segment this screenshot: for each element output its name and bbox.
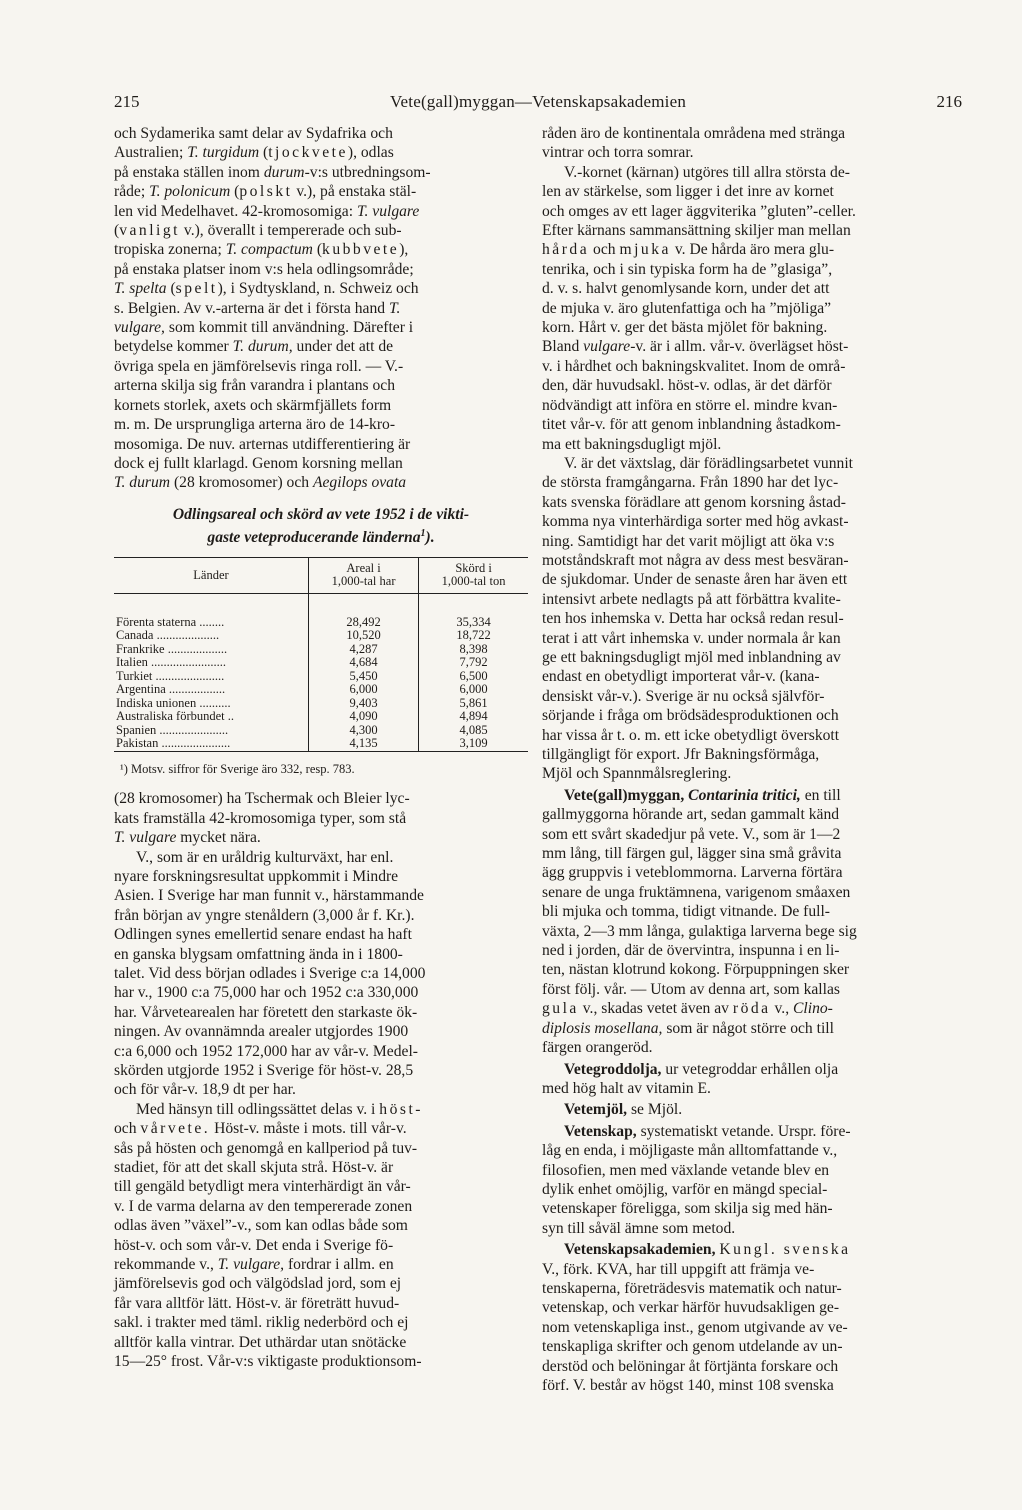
table-row (114, 697, 528, 711)
table-row (114, 724, 528, 738)
area-cell: 10,520 (309, 629, 419, 643)
harvest-cell: 7,792 (419, 656, 528, 670)
harvest-cell: 6,000 (419, 683, 528, 697)
area-cell: 4,287 (309, 643, 419, 657)
area-cell: 5,450 (309, 670, 419, 684)
harvest-cell: 6,500 (419, 670, 528, 684)
area-cell: 6,000 (309, 683, 419, 697)
harvest-cell: 4,085 (419, 724, 528, 738)
right-column (542, 124, 962, 1395)
entry-headword: Vete(gall)myggan, (564, 786, 685, 804)
table-row (114, 629, 528, 643)
entry-headword: Vetemjöl, (564, 1101, 628, 1119)
country-cell: Frankrike ................... (116, 642, 228, 656)
entry-vetenskapsakademien: Vetenskapsakademien, Kungl. svenska V., förk. KVA, har till uppgift att främja ve- tenskaperna, företrädesvis matematik och natur- vetenskap, och verkar härför huvudsakligen ge- nom vetenskapliga inst., genom utgivande av ve- tenskapliga skrifter och genom utdelande av un- derstöd och belöningar åt förtjänta forskare och förf. V. består av högst 140, minst 108 svenska (542, 1241, 851, 1394)
entry-headword: Vetenskap, (564, 1122, 637, 1140)
harvest-cell: 18,722 (419, 629, 528, 643)
table-row (114, 670, 528, 684)
table-row (114, 710, 528, 724)
left-column (114, 124, 528, 1372)
entry-vetenskap: Vetenskap, systematiskt vetande. Urspr. före- låg en enda, i möjligaste mån alltomfattande v., filosofien, men med växlande vetande blev en dylik enhet omöjlig, varför en mängd special- vetenskaper föreligga, som skilja sig med hän- syn till såväl ämne som metod. (542, 1122, 851, 1237)
country-cell: Pakistan ...................... (116, 737, 231, 751)
paragraph-kernel: V.-kornet (kärnan) utgöres till allra största de- len av stärkelse, som ligger i det inre av kornet och omges av ett lager äggviterika ”gluten”-celler. Efter kärnans sammansättning skiljer man mellan hårda och mjuka v. De hårda äro mera glu- tenrika, och i sin typiska form ha de ”glasiga”, d. v. s. halvt genomlysande korn, under det att de mjuka v. äro glutenfattiga och ha ”mjöliga” korn. Hårt v. ger det bästa mjölet för bakning. Bland vulgare-v. är i allm. vår-v. överlägset höst- v. i hårdhet och bakningskvalitet. Inom de områ- den, där huvudsakl. höst-v. odlas, är det därför nödvändigt att införa en större el. mindre kvan- titet vår-v. för att genom inblandning åstadkom- ma ett bakningsdugligt mjöl. (542, 163, 856, 453)
paragraph-history: V., som är en uråldrig kulturväxt, har enl. nyare forskningsresultat uppkommit i Mindre Asien. I Sverige har man funnit v., härstammande från början av yngre stenåldern (3,000 år f. Kr.). Odlingen synes emellertid senare endast ha haft en ganska blygsam omfattning ända in i 1800- talet. Vid dess början odlades i Sverige c:a 14,000 har v., 1900 c:a 75,000 har och 1952 c:a 330,000 har. Vårvetearealen har företett den starkaste ök- ningen. Av ovannämnda arealer utgjordes 1900 c:a 6,000 och 1952 172,000 har av vår-v. Medel- skörden utgjorde 1952 i Sverige för höst-v. 28,5 och för vår-v. 18,9 dt per har. (114, 848, 426, 1099)
harvest-cell: 8,398 (419, 643, 528, 657)
table-row (114, 616, 528, 630)
table-row (114, 683, 528, 697)
harvest-cell: 4,894 (419, 710, 528, 724)
paragraph-cultivation: Med hänsyn till odlingssättet delas v. i höst- och vårvete. Höst-v. måste i mots. till vår-v. sås på hösten och genomgå en kallperiod på tuv- stadiet, för att det skall skjuta strå. Höst-v. är till gengäld betydligt mera vinterhärdigt än vår- v. I de varma delarna av den tempererade zonen odlas även ”växel”-v., som kan odlas både som höst-v. och som vår-v. Det enda i Sverige fö- rekommande v., T. vulgare, fordrar i allm. en jämförelsevis god och välgödslad jord, som ej får vara alltför lätt. Höst-v. är företrätt huvud- sakl. i trakter med täml. riklig nederbörd och ej alltför kalla vintrar. Det uthärdar utan snötäcke 15—25° frost. Vår-v:s viktigaste produktionsom- (114, 1100, 423, 1371)
area-cell: 4,090 (309, 710, 419, 724)
entry-vetemjol: Vetemjöl, se Mjöl. (564, 1101, 683, 1119)
column-header-countries: Länder (114, 557, 309, 593)
wheat-production-table (114, 557, 528, 752)
country-cell: Spanien ...................... (116, 723, 229, 737)
entry-vetegroddolja: Vetegroddolja, ur vetegroddar erhållen olja med hög halt av vitamin E. (542, 1060, 839, 1097)
area-cell: 28,492 (309, 616, 419, 630)
harvest-cell: 3,109 (419, 737, 528, 751)
country-cell: Australiska förbundet .. (116, 710, 235, 724)
table-row (114, 656, 528, 670)
entry-vetegallmyggan: Vete(gall)myggan, Contarinia tritici, en till gallmyggorna hörande art, sedan gammalt känd som ett svårt skadedjur på vete. V., som är 1—2 mm lång, till färgen gul, lägger sina små gråvita ägg gruppvis i veteblommorna. Larverna förtära senare de unga fruktämnena, varigenom småaxen bli mjuka och tomma, tidigt vitnande. De full- växta, 2—3 mm långa, gulaktiga larverna bege sig ned i jorden, där de övervintra, inspunna i en li- ten, nästan klotrund kokong. Förpuppningen sker först följ. vår. — Utom av denna art, som kallas gula v., skadas vetet även av röda v., Clino- diplosis mosellana, som är något större och till färgen orangeröd. (542, 786, 857, 1057)
column-header-area: Areal i 1,000-tal har (309, 557, 419, 593)
column-header-harvest: Skörd i 1,000-tal ton (419, 557, 528, 593)
table-footnote: ¹) Motsv. siffror för Sverige äro 332, resp. 783. (120, 761, 355, 776)
paragraph-tschermak: (28 kromosomer) ha Tschermak och Bleier lyc- kats framställa 42-kromosomiga typer, som stå T. vulgare mycket nära. (114, 790, 410, 847)
country-cell: Turkiet ...................... (116, 669, 225, 683)
table-row (114, 643, 528, 657)
paragraph-wheat-species: och Sydamerika samt delar av Sydafrika och Australien; T. turgidum (tjockvete), odlas på enstaka ställen inom durum-v:s utbredningsom- råde; T. polonicum (polskt v.), på enstaka stäl- len vid Medelhavet. 42-kromosomiga: T. vulgare (vanligt v.), överallt i tempererade och sub- tropiska zonerna; T. compactum (kubbvete), på enstaka platser inom v:s hela odlingsområde; T. spelta (spelt), i Sydtyskland, n. Schweiz och s. Belgien. Av v.-arterna är det i första hand T. vulgare, som kommit till användning. Därefter i betydelse kommer T. durum, under det att de övriga spela en jämförelsevis ringa roll. — V.- arterna skilja sig från varandra i plantans och kornets storlek, axets och skärmfjällets form m. m. De ursprungliga arterna äro de 14-kro- mosomiga. De nuv. arternas utdifferentiering är dock ej fullt klarlagd. Genom korsning mellan T. durum (28 kromosomer) och Aegilops ovata (114, 125, 431, 492)
paragraph-breeding: V. är det växtslag, där förädlingsarbetet vunnit de största framgångarna. Från 1890 har det lyc- kats svenska förädlare att genom korsning åstad- komma nya vinterhärdiga sorter med hög avkast- ning. Samtidigt har det varit möjligt att öka v:s motståndskraft mot några av dess mest besväran- de sjukdomar. Under de senaste åren har även ett intensivt arbete nedlagts på att förbättra kvalite- ten hos inhemska v. Detta har också redan resul- terat i att vårt inhemska v. under normala år kan ge ett bakningsdugligt mjöl med inblandning av endast en obetydligt importerat vår-v. (kana- densiskt vår-v.). Sverige är nu också självför- sörjande i fråga om brödsädesproduktionen och har vissa år t. o. m. ett icke obetydligt överskott tillgängligt för export. Jfr Bakningsförmåga, Mjöl och Spannmålsreglering. (542, 454, 853, 783)
page-header (114, 92, 962, 114)
running-title: Vete(gall)myggan—Vetenskapsakademien (389, 92, 687, 111)
country-cell: Förenta staterna ........ (116, 615, 225, 629)
harvest-cell: 5,861 (419, 697, 528, 711)
paragraph-continuation: råden äro de kontinentala områdena med stränga vintrar och torra somrar. (542, 125, 846, 162)
area-cell: 4,300 (309, 724, 419, 738)
page-number-left: 215 (114, 92, 140, 111)
country-cell: Italien ........................ (116, 656, 227, 670)
page-number-right: 216 (936, 92, 962, 111)
entry-headword: Vetegroddolja, (564, 1060, 662, 1078)
table-row (114, 737, 528, 751)
country-cell: Indiska unionen .......... (116, 696, 231, 710)
country-cell: Argentina .................. (116, 683, 226, 697)
entry-headword: Vetenskapsakademien, (564, 1241, 716, 1259)
area-cell: 9,403 (309, 697, 419, 711)
area-cell: 4,135 (309, 737, 419, 751)
area-cell: 4,684 (309, 656, 419, 670)
harvest-cell: 35,334 (419, 616, 528, 630)
country-cell: Canada .................... (116, 629, 220, 643)
table-caption: Odlingsareal och skörd av vete 1952 i de vikti- gaste veteproducerande länderna$^1$). (172, 505, 470, 546)
